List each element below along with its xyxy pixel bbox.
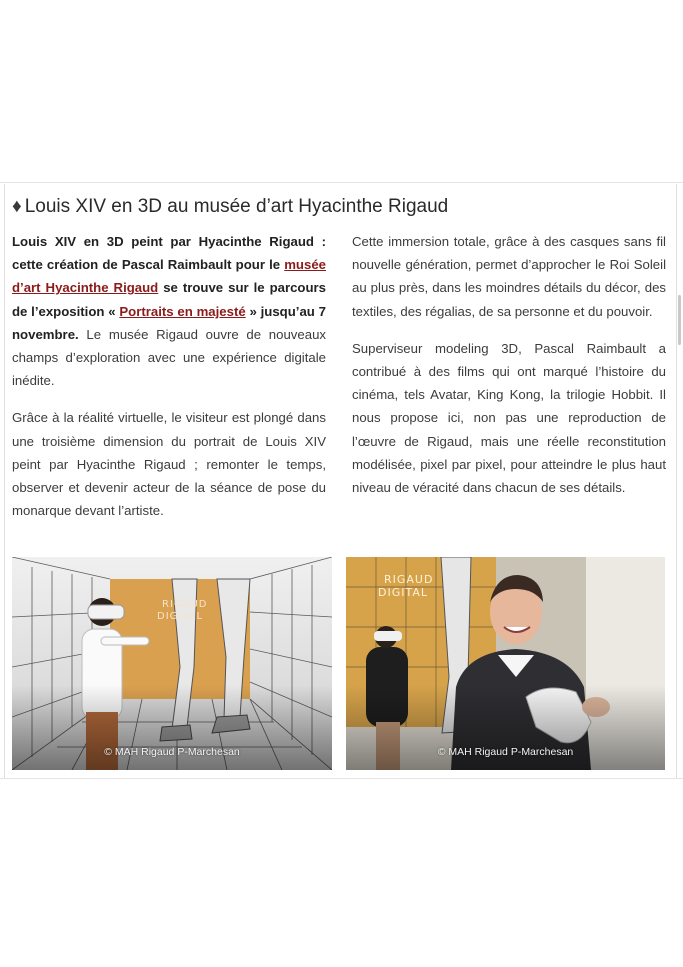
vr-room-illustration: [12, 557, 332, 770]
exhibition-link[interactable]: Portraits en majesté: [119, 303, 246, 319]
photo-credit-right: © MAH Rigaud P-Marchesan: [437, 746, 574, 758]
article-left-column: [12, 230, 326, 522]
photo-credit-left: © MAH Rigaud P-Marchesan: [104, 746, 240, 758]
left-paragraph-1: [12, 230, 326, 392]
left-paragraph-2: Grâce à la réalité virtuelle, le visiteur est plongé dans une troisième dimension du portrait de Louis XIV peint par Hyacinthe Rigaud ; remonter le temps, observer et devenir acteur de la séance de pose du monarque devant l’artiste.: [12, 410, 326, 519]
bottom-divider: [0, 778, 683, 779]
intro-bold-text-3: » jusqu’au 7 novembre.: [12, 303, 326, 342]
right-paragraph-2: Superviseur modeling 3D, Pascal Raimbault a contribué à des films qui ont marqué l’histoire du cinéma, tels Avatar, King Kong, la trilogie Hobbit. Il nous propose ici, non pas une reproduction de l’œuvre de Rigaud, mais une réelle reconstitution modélisée, pixel par pixel, pour atteindre le plus haut niveau de véracité dans chacun de ses détails.: [352, 340, 666, 496]
intro-bold-text-2: se trouve sur le parcours de l’exposition «: [12, 280, 326, 319]
photo-vr-visitor[interactable]: [12, 557, 332, 770]
intro-bold-text: Louis XIV en 3D peint par Hyacinthe Rigaud : cette création de Pascal Raimbault pour le: [12, 234, 326, 273]
top-divider: [0, 182, 683, 183]
article-title-text: Louis XIV en 3D au musée d’art Hyacinthe Rigaud: [24, 196, 449, 217]
photo-pascal-raimbault[interactable]: [346, 557, 665, 770]
scrollbar-thumb[interactable]: [678, 295, 681, 345]
portrait-illustration: [346, 557, 665, 770]
intro-text: Le musée Rigaud ouvre de nouveaux champs d’exploration avec une expérience digitale inédite.: [12, 326, 326, 389]
article-title: [12, 196, 672, 218]
content-left-border: [4, 184, 5, 778]
diamond-icon: ♦: [12, 196, 22, 217]
content-right-border: [676, 184, 677, 778]
right-paragraph-1: Cette immersion totale, grâce à des casques sans fil nouvelle génération, permet d’approcher le Roi Soleil au plus près, dans les moindres détails du décor, des textiles, des régalias, de sa personne et du pouvoir.: [352, 234, 666, 319]
museum-link[interactable]: musée d’art Hyacinthe Rigaud: [12, 257, 326, 296]
article-right-column: [352, 230, 666, 499]
